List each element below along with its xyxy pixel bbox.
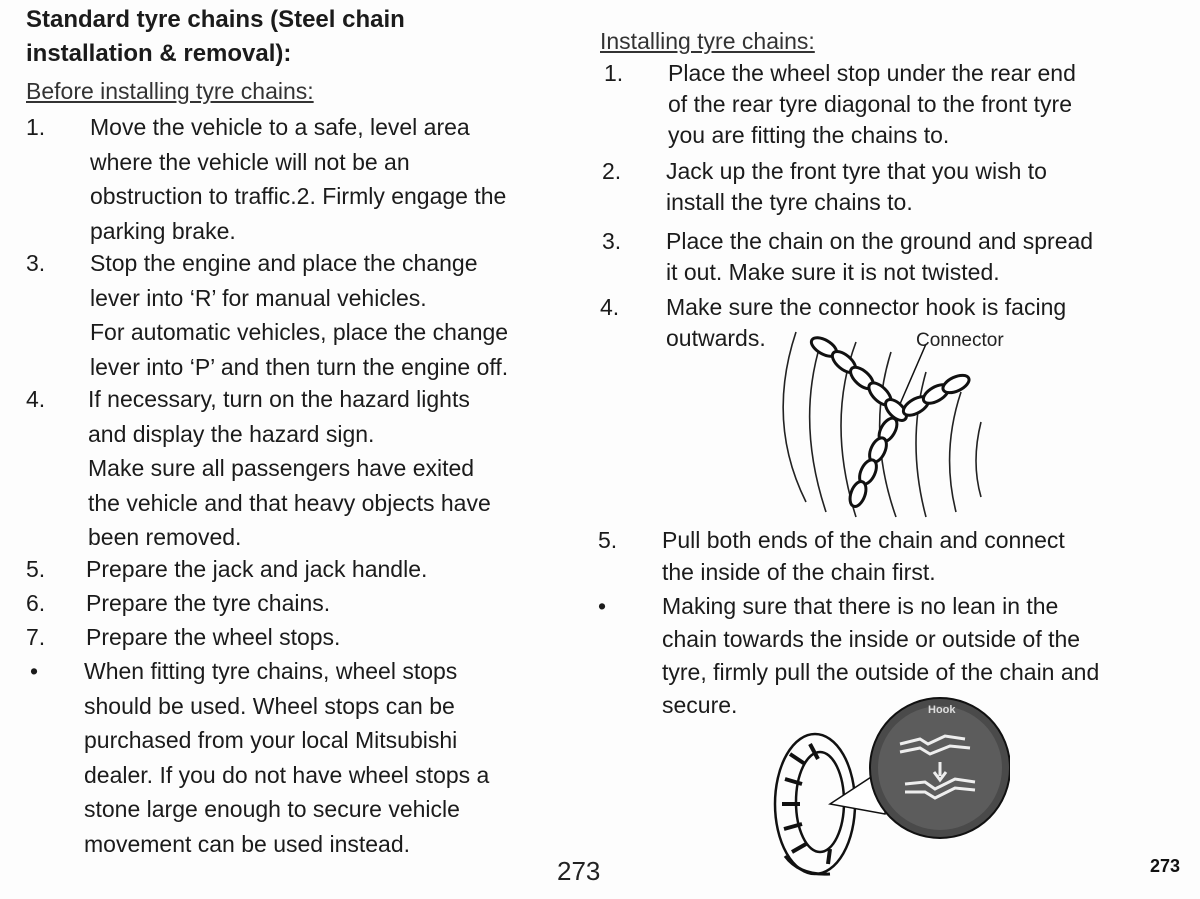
connector-figure — [776, 322, 1006, 522]
item-number: 1. — [26, 114, 46, 140]
page-number-center: 273 — [557, 856, 601, 886]
item-text: Move the vehicle to a safe, level area where the vehicle will not be an obstruction to traffic.2. Firmly engage the parking brake. — [90, 114, 507, 244]
item-text: Jack up the front tyre that you wish to install the tyre chains to. — [666, 158, 1047, 215]
item-text: Pull both ends of the chain and connect the inside of the chain first. — [662, 527, 1065, 585]
item-number: 3. — [602, 228, 622, 254]
item-number: 6. — [26, 590, 46, 616]
hook-illustration — [770, 684, 1010, 880]
item-number: 1. — [604, 60, 624, 86]
connector-illustration — [776, 322, 1006, 522]
item-number: 5. — [26, 556, 46, 582]
item-text: Making sure that there is no lean in the chain towards the inside or outside of the tyre, firmly pull the outside of the chain and secure. — [662, 593, 1100, 718]
item-text: When fitting tyre chains, wheel stops should be used. Wheel stops can be purchased from your local Mitsubishi dealer. If you do not have wheel stops a stone large enough to secure vehicle movement can be used instead. — [84, 658, 490, 857]
item-number: 5. — [598, 527, 618, 553]
installing-heading: Installing tyre chains: — [600, 28, 815, 54]
item-text: Make sure the connector hook is facing outwards. — [666, 294, 1067, 351]
item-text: If necessary, turn on the hazard lights and display the hazard sign. Make sure all passengers have exited the vehicle and that heavy objects have been removed. — [88, 386, 491, 550]
hook-figure — [770, 684, 1010, 880]
connector-label: Connector — [916, 330, 1004, 351]
section-title-line-1: Standard tyre chains (Steel chain — [26, 6, 405, 33]
item-number: 2. — [602, 158, 622, 184]
before-installing-heading: Before installing tyre chains: — [26, 78, 314, 104]
section-title-line-2: installation & removal): — [26, 40, 292, 67]
bullet: • — [30, 658, 39, 684]
item-number: 4. — [600, 294, 620, 320]
page-number-corner: 273 — [1150, 856, 1181, 876]
item-text: Prepare the tyre chains. — [86, 590, 331, 616]
item-number: 7. — [26, 624, 46, 650]
item-text: Place the chain on the ground and spread it out. Make sure it is not twisted. — [666, 228, 1094, 285]
item-text: Prepare the jack and jack handle. — [86, 556, 428, 582]
item-text: Stop the engine and place the change lever into ‘R’ for manual vehicles. For automatic vehicles, place the change lever into ‘P’ and then turn the engine off. — [90, 250, 509, 380]
item-number: 4. — [26, 386, 46, 412]
item-text: Place the wheel stop under the rear end of the rear tyre diagonal to the front tyre you are fitting the chains to. — [668, 60, 1076, 148]
bullet: • — [598, 593, 607, 619]
item-text: Prepare the wheel stops. — [86, 624, 341, 650]
item-number: 3. — [26, 250, 46, 276]
hook-label: Hook — [928, 704, 956, 716]
